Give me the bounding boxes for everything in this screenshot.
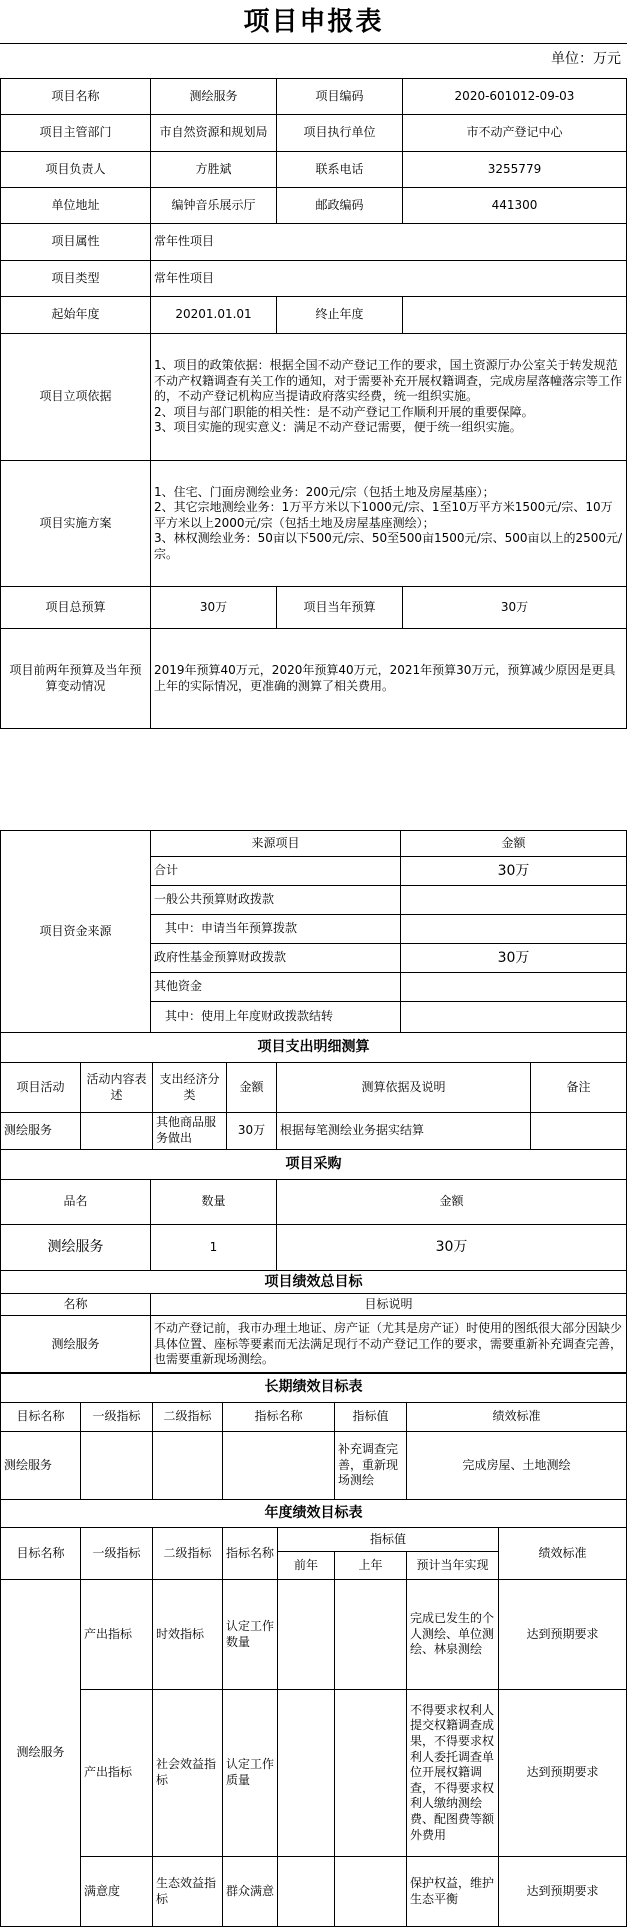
plan-line-1: 1、住宅、门面房测绘业务：200元/宗（包括土地及房屋基座）；: [154, 484, 495, 499]
basis-text: [151, 334, 627, 461]
exec-label: 项目执行单位: [277, 115, 403, 152]
funding-row-name: 其中：使用上年度财政拨款结转: [151, 1002, 401, 1033]
annual-cell: [278, 1580, 335, 1690]
annual-cell: 不得要求权利人提交权籍调查成果，不得要求权利人委托调查单位开展权籍调查，不得要求权利人缴纳测绘费、配图费等额外费用: [407, 1690, 499, 1857]
expense-header: 项目活动: [1, 1063, 81, 1113]
funding-table: [0, 830, 627, 1033]
expense-table: [0, 1032, 627, 1150]
expense-cell: [531, 1113, 627, 1150]
annual-cell: [278, 1857, 335, 1927]
total-value: 30万: [151, 587, 277, 629]
funding-row-amount: [401, 915, 627, 944]
start-value: 20201.01.01: [151, 297, 277, 334]
expense-cell: [81, 1113, 153, 1150]
annual-cell: [335, 1580, 407, 1690]
long-term-header: 目标名称: [1, 1403, 81, 1432]
expense-header: 备注: [531, 1063, 627, 1113]
doc-title: 项目申报表: [0, 0, 627, 44]
annual-header: 二级指标: [153, 1528, 223, 1580]
type-value: 常年性项目: [151, 261, 627, 297]
procurement-cell: 30万: [277, 1225, 627, 1271]
current-value: 30万: [403, 587, 627, 629]
plan-line-2: 2、其它宗地测绘业务：1万平方米以下1000元/宗、1至10万平方米1500元/宗、10万平方米以上2000元/宗（包括土地及房屋基座测绘）；: [154, 500, 613, 530]
long-term-title: 长期绩效目标表: [1, 1373, 627, 1403]
annual-header: 指标名称: [223, 1528, 278, 1580]
expense-header: 金额: [227, 1063, 277, 1113]
total-label: 项目总预算: [1, 587, 151, 629]
dept-label: 项目主管部门: [1, 115, 151, 152]
annual-cell: [335, 1857, 407, 1927]
basis-line-1: 1、项目的政策依据：根据全国不动产登记工作的要求，国土资源厅办公室关于转发规范不动产权籍调查有关工作的通知，对于需要补充开展权籍调查，完成房屋落幢落宗等工作的，不动产登记机构应当提请政府落实经费，统一组织实施。: [154, 358, 623, 404]
funding-row-name: 一般公共预算财政拨款: [151, 886, 401, 915]
overall-goal-title: 项目绩效总目标: [1, 1271, 627, 1294]
funding-row-name: 其他资金: [151, 973, 401, 1002]
long-term-header: 绩效标准: [407, 1403, 627, 1432]
plan-line-3: 3、林权测绘业务：50亩以下500元/宗、50至500亩1500元/宗、500亩以上的2500元/宗。: [154, 531, 623, 561]
current-label: 项目当年预算: [277, 587, 403, 629]
procurement-title: 项目采购: [1, 1150, 627, 1180]
annual-cell: 产出指标: [81, 1580, 153, 1690]
expense-header: 支出经济分类: [153, 1063, 227, 1113]
address-label: 单位地址: [1, 188, 151, 224]
long-term-cell: 完成房屋、土地测绘: [407, 1432, 627, 1500]
annual-cell: 产出指标: [81, 1690, 153, 1857]
annual-cell: 保护权益，维护生态平衡: [407, 1857, 499, 1927]
project-code-value: 2020-601012-09-03: [403, 79, 627, 115]
expense-cell: 其他商品服务做出: [153, 1113, 227, 1150]
end-value: [403, 297, 627, 334]
leader-value: 方胜斌: [151, 152, 277, 188]
address-value: 编钟音乐展示厅: [151, 188, 277, 224]
plan-label: 项目实施方案: [1, 461, 151, 587]
annual-cell: 认定工作质量: [223, 1690, 278, 1857]
basis-line-2: 2、项目与部门职能的相关性：是不动产登记工作顺利开展的重要保障。: [154, 404, 534, 419]
long-term-cell: 补充调查完善，重新现场测绘: [335, 1432, 407, 1500]
annual-cell: 达到预期要求: [499, 1690, 627, 1857]
procurement-cell: 1: [151, 1225, 277, 1271]
annual-cell: 群众满意: [223, 1857, 278, 1927]
type-label: 项目类型: [1, 261, 151, 297]
basis-line-3: 3、项目实施的现实意义：满足不动产登记需要，便于统一组织实施。: [154, 420, 522, 435]
expense-cell: 测绘服务: [1, 1113, 81, 1150]
long-term-cell: [153, 1432, 223, 1500]
project-name-value: 测绘服务: [151, 79, 277, 115]
annual-cell: 时效指标: [153, 1580, 223, 1690]
long-term-table: [0, 1372, 627, 1500]
procurement-cell: 测绘服务: [1, 1225, 151, 1271]
funding-row-name: 政府性基金预算财政拨款: [151, 944, 401, 973]
long-term-header: 二级指标: [153, 1403, 223, 1432]
project-name-label: 项目名称: [1, 79, 151, 115]
annual-cell: 认定工作数量: [223, 1580, 278, 1690]
annual-cell: 生态效益指标: [153, 1857, 223, 1927]
zip-value: 441300: [403, 188, 627, 224]
attr-label: 项目属性: [1, 224, 151, 261]
expense-cell: 根据每笔测绘业务据实结算: [277, 1113, 531, 1150]
long-term-header: 指标值: [335, 1403, 407, 1432]
annual-cell: [335, 1690, 407, 1857]
funding-row-amount: 30万: [401, 857, 627, 886]
annual-cell: 达到预期要求: [499, 1857, 627, 1927]
funding-row-amount: [401, 973, 627, 1002]
annual-cell: [278, 1690, 335, 1857]
annual-title: 年度绩效目标表: [1, 1500, 627, 1528]
funding-row-name: 合计: [151, 857, 401, 886]
overall-goal-desc: 不动产登记前，我市办理土地证、房产证（尤其是房产证）时使用的图纸很大部分因缺少具体位置、座标等要素而无法满足现行不动产登记工作的要求，需要重新补充调查完善，也需要重新现场测绘。: [151, 1316, 627, 1374]
procurement-header: 品名: [1, 1180, 151, 1225]
attr-value: 常年性项目: [151, 224, 627, 261]
annual-subheader: 上年: [335, 1552, 407, 1580]
phone-value: 3255779: [403, 152, 627, 188]
procurement-header: 金额: [277, 1180, 627, 1225]
long-term-cell: [81, 1432, 153, 1500]
change-value: 2019年预算40万元，2020年预算40万元，2021年预算30万元，预算减少原因是更具上年的实际情况，更准确的测算了相关费用。: [151, 629, 627, 729]
annual-goal-name: 测绘服务: [1, 1580, 81, 1927]
funding-row-amount: [401, 886, 627, 915]
long-term-cell: [223, 1432, 335, 1500]
expense-cell: 30万: [227, 1113, 277, 1150]
overall-goal-table: [0, 1270, 627, 1374]
funding-col-source: 来源项目: [151, 831, 401, 857]
annual-subheader: 前年: [278, 1552, 335, 1580]
annual-cell: 满意度: [81, 1857, 153, 1927]
expense-header: 活动内容表述: [81, 1063, 153, 1113]
annual-header: 绩效标准: [499, 1528, 627, 1580]
dept-value: 市自然资源和规划局: [151, 115, 277, 152]
annual-cell: 达到预期要求: [499, 1580, 627, 1690]
unit-label: 单位：万元: [551, 51, 621, 67]
annual-cell: 社会效益指标: [153, 1690, 223, 1857]
overall-goal-header: 名称: [1, 1294, 151, 1316]
procurement-table: [0, 1149, 627, 1271]
annual-header: 目标名称: [1, 1528, 81, 1580]
basic-info-table: [0, 78, 627, 729]
basis-label: 项目立项依据: [1, 334, 151, 461]
expense-header: 测算依据及说明: [277, 1063, 531, 1113]
annual-header: 一级指标: [81, 1528, 153, 1580]
annual-subheader: 预计当年实现: [407, 1552, 499, 1580]
procurement-header: 数量: [151, 1180, 277, 1225]
overall-goal-header: 目标说明: [151, 1294, 627, 1316]
project-code-label: 项目编码: [277, 79, 403, 115]
overall-goal-name: 测绘服务: [1, 1316, 151, 1374]
change-label: 项目前两年预算及当年预算变动情况: [1, 629, 151, 729]
long-term-header: 一级指标: [81, 1403, 153, 1432]
annual-header: 指标值: [278, 1528, 499, 1552]
end-label: 终止年度: [277, 297, 403, 334]
funding-row-name: 其中：申请当年预算拨款: [151, 915, 401, 944]
leader-label: 项目负责人: [1, 152, 151, 188]
phone-label: 联系电话: [277, 152, 403, 188]
funding-label: 项目资金来源: [1, 831, 151, 1033]
start-label: 起始年度: [1, 297, 151, 334]
zip-label: 邮政编码: [277, 188, 403, 224]
funding-row-amount: 30万: [401, 944, 627, 973]
funding-col-amount: 金额: [401, 831, 627, 857]
annual-table: [0, 1499, 627, 1927]
long-term-header: 指标名称: [223, 1403, 335, 1432]
exec-value: 市不动产登记中心: [403, 115, 627, 152]
plan-text: [151, 461, 627, 587]
funding-row-amount: [401, 1002, 627, 1033]
annual-cell: 完成已发生的个人测绘、单位测绘、林泉测绘: [407, 1580, 499, 1690]
long-term-cell: 测绘服务: [1, 1432, 81, 1500]
expense-title: 项目支出明细测算: [1, 1033, 627, 1063]
